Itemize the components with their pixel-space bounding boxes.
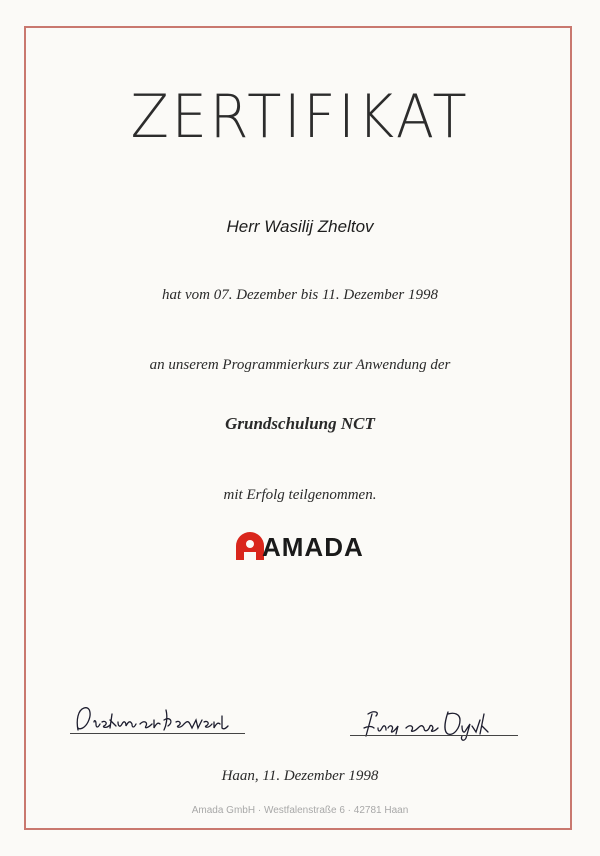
completion-text: mit Erfolg teilgenommen.: [223, 487, 377, 503]
course-name: Grundschulung NCT: [225, 414, 375, 433]
signature-left-line: [70, 733, 245, 734]
signature-right-line: [350, 735, 518, 736]
recipient-name: Herr Wasilij Zheltov: [226, 217, 374, 236]
signature-right: [348, 704, 523, 742]
amada-logo-text: AMADA: [262, 532, 364, 562]
certificate-title: ZERTIFIKAT: [130, 82, 470, 152]
course-intro: an unserem Programmierkurs zur Anwendung der: [149, 357, 451, 373]
company-address-footer: Amada GmbH · Westfalenstraße 6 · 42781 Haan: [191, 805, 409, 816]
place-date: Haan, 11. Dezember 1998: [221, 768, 379, 784]
signature-left: [70, 700, 250, 740]
course-dates: hat vom 07. Dezember bis 11. Dezember 1998: [162, 287, 438, 303]
